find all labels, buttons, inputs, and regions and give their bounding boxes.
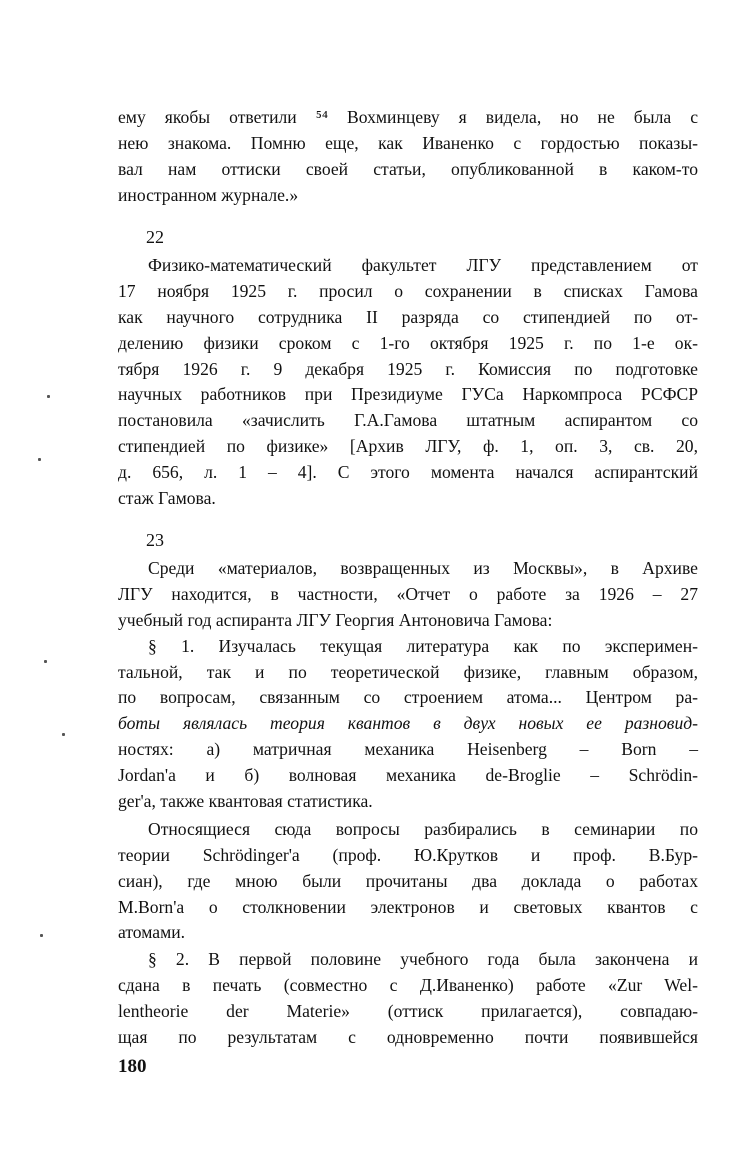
text-line: Относящиеся сюда вопросы разбирались в семинарии по	[148, 819, 698, 839]
text-line: атомами.	[118, 922, 186, 942]
text-line: § 1. Изучалась текущая литература как по эксперимен-	[148, 636, 698, 656]
scan-speck	[44, 660, 47, 663]
text-line: § 2. В первой половине учебного года была закончена и	[148, 949, 698, 969]
text-line: тальной, так и по теоретической физике, главным образом,	[118, 662, 698, 682]
note-number: 23	[146, 530, 164, 550]
text-line: д. 656, л. 1 – 4]. С этого момента начался аспирантский	[118, 462, 698, 482]
text-line: Jordan'а и б) волновая механика de-Broglie – Schrödin-	[118, 765, 698, 785]
text-line: как научного сотрудника II разряда со стипендией по от-	[118, 307, 698, 327]
text-line: сдана в печать (совместно с Д.Иваненко) работе «Zur Wel-	[118, 975, 698, 995]
text-line: 17 ноября 1925 г. просил о сохранении в списках Гамова	[118, 281, 698, 301]
text-line: нею знакома. Помню еще, как Иваненко с гордостью показы-	[118, 133, 698, 153]
text-line: стаж Гамова.	[118, 488, 216, 508]
text-line: lentheorie der Materie» (оттиск прилагается), совпадаю-	[118, 1001, 698, 1021]
scan-speck	[40, 934, 43, 937]
text-line: щая по результатам с одновременно почти появившейся	[118, 1027, 698, 1047]
text-line: ему якобы ответили ⁵⁴ Вохминцеву я видела, но не была с	[118, 107, 698, 127]
scan-speck	[62, 733, 65, 736]
text-line: боты являлась теория квантов в двух новых ее разновид-	[118, 713, 698, 733]
text-line: M.Born'а о столкновении электронов и световых квантов с	[118, 897, 698, 917]
text-line: научных работников при Президиуме ГУСа Наркомпроса РСФСР	[118, 384, 698, 404]
text-line: вал нам оттиски своей статьи, опубликованной в каком-то	[118, 159, 698, 179]
text-line: учебный год аспиранта ЛГУ Георгия Антоновича Гамова:	[118, 610, 553, 630]
text-line: тября 1926 г. 9 декабря 1925 г. Комиссия по подготовке	[118, 359, 698, 379]
scan-speck	[38, 458, 41, 461]
note-number: 22	[146, 227, 164, 247]
text-line: Среди «материалов, возвращенных из Москвы», в Архиве	[148, 558, 698, 578]
page-number: 180	[118, 1056, 147, 1077]
scan-speck	[47, 395, 50, 398]
text-line: ностях: а) матричная механика Heisenberg – Born –	[118, 739, 698, 759]
text-line: по вопросам, связанным со строением атома... Центром ра-	[118, 687, 698, 707]
text-line: делению физики сроком с 1-го октября 1925 г. по 1-е ок-	[118, 333, 698, 353]
text-line: Физико-математический факультет ЛГУ представлением от	[148, 255, 698, 275]
text-line: теории Schrödinger'а (проф. Ю.Крутков и проф. В.Бур-	[118, 845, 698, 865]
text-line: ЛГУ находится, в частности, «Отчет о работе за 1926 – 27	[118, 584, 698, 604]
text-line: постановила «зачислить Г.А.Гамова штатным аспирантом со	[118, 410, 698, 430]
text-line: стипендией по физике» [Архив ЛГУ, ф. 1, оп. 3, св. 20,	[118, 436, 698, 456]
text-line: сиан), где мною были прочитаны два доклада о работах	[118, 871, 698, 891]
text-line: иностранном журнале.»	[118, 185, 299, 205]
text-line: ger'а, также квантовая статистика.	[118, 791, 373, 811]
